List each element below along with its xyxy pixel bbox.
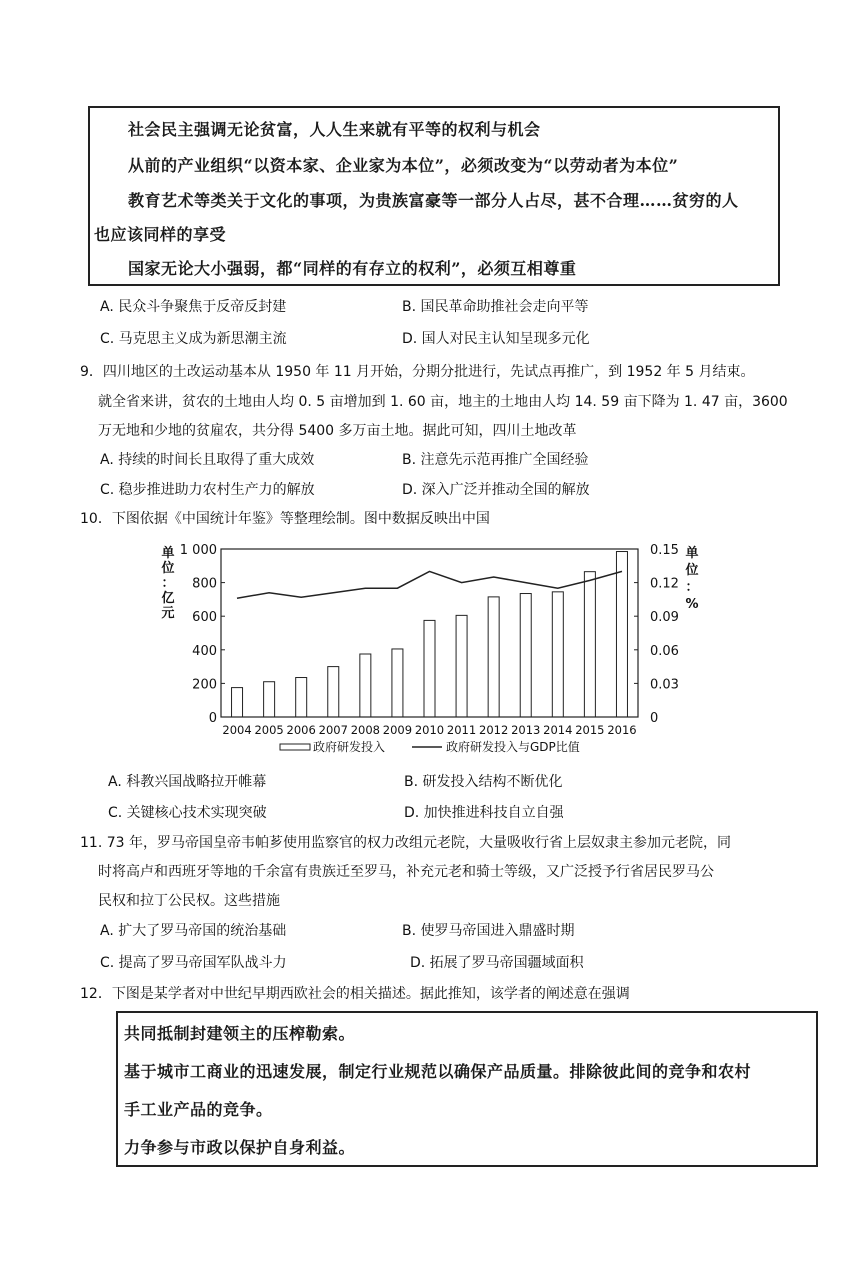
ratio-line — [237, 571, 622, 598]
quote-line: 国家无论大小强弱，都“同样的有存立的权利”，必须互相尊重 — [128, 259, 577, 278]
left-tick-label: 0 — [208, 711, 217, 726]
q8-option-d[interactable]: D. 国人对民主认知呈现多元化 — [402, 331, 590, 347]
left-unit-char: 亿 — [161, 591, 175, 606]
x-tick-label: 2008 — [350, 723, 380, 737]
legend-bar-label: 政府研发投入 — [313, 740, 386, 754]
bar-2006 — [296, 678, 307, 717]
bar-2016 — [616, 552, 627, 717]
q10-option-c[interactable]: C. 关键核心技术实现突破 — [108, 805, 267, 821]
quote-line: 社会民主强调无论贫富，人人生来就有平等的权利与机会 — [128, 120, 541, 139]
x-tick-label: 2007 — [318, 723, 348, 737]
q11-stem-line: 时将高卢和西班牙等地的千余富有贵族迁至罗马，补充元老和骑士等级，又广泛授予行省居民罗马公 — [98, 864, 714, 880]
left-tick-label: 800 — [192, 576, 217, 592]
bar-2014 — [552, 592, 563, 717]
rd-investment-chart — [150, 537, 710, 762]
right-tick-label: 0.15 — [650, 543, 679, 558]
quote-box-2 — [116, 1011, 818, 1167]
q11-option-a[interactable]: A. 扩大了罗马帝国的统治基础 — [100, 923, 287, 939]
q8-option-b[interactable]: B. 国民革命助推社会走向平等 — [402, 299, 589, 315]
x-tick-label: 2011 — [446, 723, 477, 737]
q11-stem-line: 民权和拉丁公民权。这些措施 — [98, 893, 280, 909]
right-tick-label: 0.03 — [650, 677, 679, 693]
bar-2009 — [392, 649, 403, 717]
bar-2010 — [424, 620, 435, 717]
quote-line: 教育艺术等类关于文化的事项，为贵族富豪等一部分人占尽，甚不合理……贫穷的人 — [128, 191, 739, 210]
x-tick-label: 2016 — [607, 723, 637, 737]
quote-line: 手工业产品的竞争。 — [124, 1100, 273, 1119]
q10-option-a[interactable]: A. 科教兴国战略拉开帷幕 — [108, 774, 267, 790]
q11-option-b[interactable]: B. 使罗马帝国进入鼎盛时期 — [402, 923, 575, 939]
q9-stem-line: 万无地和少地的贫雇农，共分得 5400 多万亩土地。据此可知，四川土地改革 — [98, 423, 577, 439]
bar-2015 — [584, 572, 595, 717]
x-tick-label: 2005 — [254, 723, 284, 737]
q10-option-b[interactable]: B. 研发投入结构不断优化 — [404, 774, 563, 790]
quote-line: 也应该同样的享受 — [94, 225, 227, 244]
q11-stem-line: 11. 73 年，罗马帝国皇帝韦帕芗使用监察官的权力改组元老院，大量吸收行省上层奴隶主参加元老院，同 — [80, 835, 731, 851]
left-axis-unit — [160, 545, 174, 621]
right-unit-char: % — [685, 597, 699, 612]
quote-line: 力争参与市政以保护自身利益。 — [124, 1138, 356, 1157]
quote-line: 基于城市工商业的迅速发展，制定行业规范以确保产品质量。排除彼此间的竞争和农村 — [124, 1062, 752, 1081]
legend-bar-swatch — [280, 744, 310, 750]
q9-stem-line: 就全省来讲，贫农的土地由人均 0. 5 亩增加到 1. 60 亩，地主的土地由人均 14. 59 亩下降为 1. 47 亩，3600 — [98, 394, 788, 410]
q11-option-d[interactable]: D. 拓展了罗马帝国疆域面积 — [410, 955, 584, 971]
left-unit-char: ： — [161, 576, 175, 591]
chart-legend — [280, 739, 580, 754]
left-tick-label: 600 — [192, 610, 217, 626]
right-tick-label: 0 — [650, 711, 659, 726]
bar-2013 — [520, 594, 531, 717]
quote-box-1 — [88, 106, 780, 286]
right-tick-label: 0.12 — [650, 576, 679, 592]
right-unit-char: 单 — [685, 546, 699, 561]
bar-2012 — [488, 597, 499, 717]
x-tick-label: 2014 — [543, 723, 573, 737]
q9-option-c[interactable]: C. 稳步推进助力农村生产力的解放 — [100, 482, 315, 498]
left-tick-label: 200 — [192, 677, 217, 693]
bar-2011 — [456, 615, 467, 717]
q9-option-b[interactable]: B. 注意先示范再推广全国经验 — [402, 452, 589, 468]
bar-2004 — [232, 688, 243, 717]
bar-2007 — [328, 667, 339, 717]
x-tick-label: 2006 — [286, 723, 316, 737]
bar-2008 — [360, 654, 371, 717]
x-tick-label: 2004 — [222, 723, 252, 737]
left-tick-label: 400 — [192, 643, 217, 659]
left-unit-char: 单 — [161, 546, 175, 561]
quote-line: 共同抵制封建领主的压榨勒索。 — [124, 1024, 356, 1043]
q8-option-c[interactable]: C. 马克思主义成为新思潮主流 — [100, 331, 287, 347]
q11-option-c[interactable]: C. 提高了罗马帝国军队战斗力 — [100, 955, 287, 971]
q9-stem-line: 9．四川地区的土改运动基本从 1950 年 11 月开始，分期分批进行，先试点再推广，到 1952 年 5 月结束。 — [80, 364, 755, 380]
left-unit-char: 位 — [161, 561, 175, 576]
left-tick-label: 1 000 — [179, 543, 217, 558]
quote-line: 从前的产业组织“以资本家、企业家为本位”，必须改变为“以劳动者为本位” — [128, 156, 679, 175]
x-tick-label: 2013 — [511, 723, 541, 737]
bar-2005 — [264, 682, 275, 717]
right-axis-unit — [684, 545, 698, 612]
right-tick-label: 0.06 — [650, 643, 679, 659]
right-unit-char: 位 — [685, 563, 699, 578]
q10-stem: 10．下图依据《中国统计年鉴》等整理绘制。图中数据反映出中国 — [80, 511, 490, 527]
q12-stem: 12．下图是某学者对中世纪早期西欧社会的相关描述。据此推知，该学者的阐述意在强调 — [80, 986, 630, 1002]
x-tick-label: 2010 — [414, 723, 445, 737]
right-unit-char: ： — [685, 580, 699, 595]
q9-option-a[interactable]: A. 持续的时间长且取得了重大成效 — [100, 452, 315, 468]
q9-option-d[interactable]: D. 深入广泛并推动全国的解放 — [402, 482, 590, 498]
x-tick-label: 2009 — [382, 723, 413, 737]
q8-option-a[interactable]: A. 民众斗争聚焦于反帝反封建 — [100, 299, 287, 315]
x-tick-label: 2015 — [575, 723, 605, 737]
x-tick-label: 2012 — [479, 723, 509, 737]
left-unit-char: 元 — [161, 606, 175, 621]
right-tick-label: 0.09 — [650, 610, 679, 626]
legend-line-label: 政府研发投入与GDP比值 — [446, 740, 580, 754]
q10-option-d[interactable]: D. 加快推进科技自立自强 — [404, 805, 564, 821]
